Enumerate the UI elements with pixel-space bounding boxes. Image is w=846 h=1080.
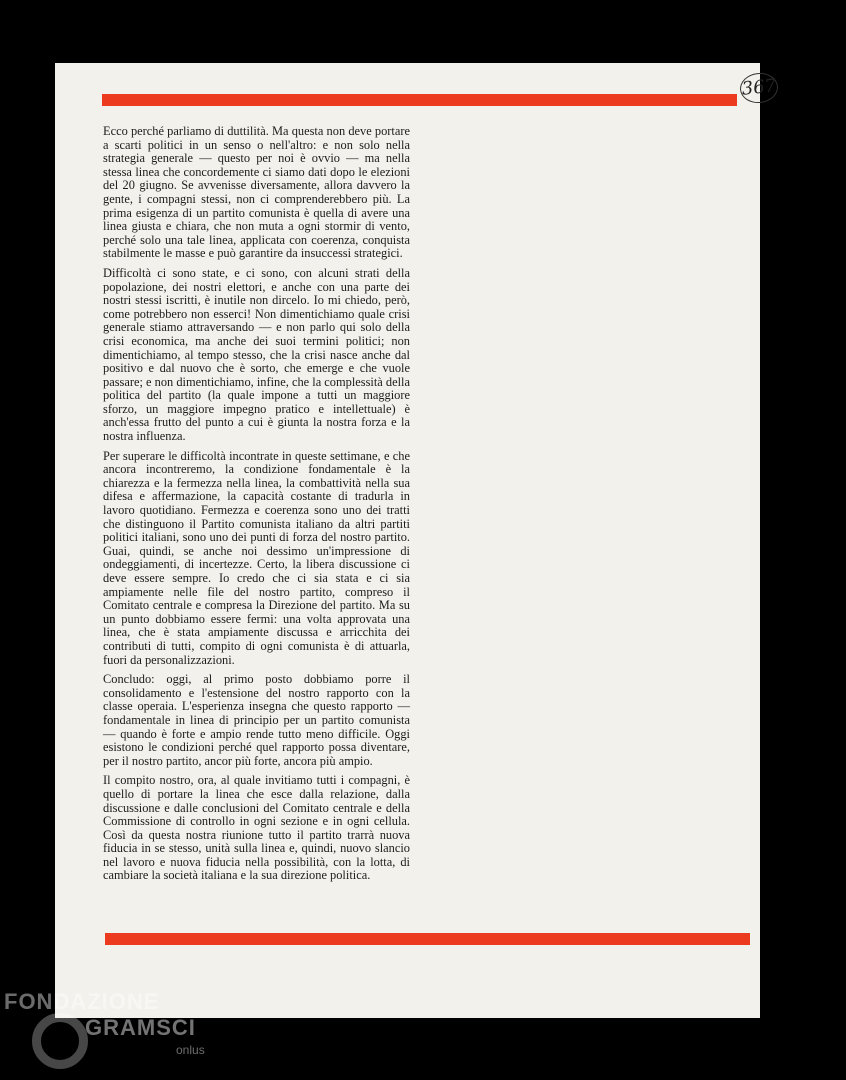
watermark-g-logo-icon: [32, 1013, 88, 1069]
watermark-gramsci: GRAMSCI: [85, 1015, 196, 1040]
paragraph-2: Difficoltà ci sono state, e ci sono, con alcuni strati della popolazione, dei nostri elettori, e anche con una parte dei nostri stessi iscritti, è inutile non dircelo. Io mi chiedo, però, come potrebbero non esserci! Non dimentichiamo quale crisi generale stiamo attraversando — e non parlo qui solo della crisi economica, ma anche dei suoi termini politici; non dimentichiamo, al tempo stesso, che la crisi nasce anche dal positivo e dal nuovo che è sorto, che emerge e che vuole passare; e non dimentichiamo, infine, che la complessità della politica del partito (la quale impone a tutti un maggiore sforzo, un maggiore impegno pratico e intellettuale) è anch'essa frutto del punto a cui è giunta la nostra forza e la nostra influenza.: [103, 265, 410, 444]
body-text: [103, 125, 410, 889]
watermark-fondazione: FONDAZIONE: [4, 989, 160, 1014]
paragraph-4: Concludo: oggi, al primo posto dobbiamo porre il consolidamento e l'estensione del nostro rapporto con la classe operaia. L'esperienza insegna che questo rapporto — fondamentale in linea di principio per un partito comunista — quando è forte e ampio rende tutto meno difficile. Oggi esistono le condizioni perché quel rapporto possa diventare, per il nostro partito, ancor più forte, ancora più ampio.: [103, 672, 410, 768]
bottom-red-bar: [105, 933, 750, 945]
watermark-onlus: onlus: [176, 1043, 205, 1057]
page-number: 367: [739, 71, 780, 105]
top-red-bar: [102, 94, 737, 106]
fondazione-gramsci-watermark: [0, 985, 260, 1080]
paragraph-3: Per superare le difficoltà incontrate in queste settimane, e che ancora incontreremo, la condizione fondamentale è la chiarezza e la fermezza nella linea, la combattività nella sua difesa e affermazione, la capacità costante di tradurla in lavoro quotidiano. Fermezza e coerenza sono uno dei tratti che distinguono il Partito comunista italiano da altri partiti politici italiani, sono uno dei punti di forza del nostro partito. Guai, quindi, se anche noi dessimo un'impressione di ondeggiamenti, di incertezze. Certo, la libera discussione ci deve essere sempre. Io credo che ci sia stata e ci sia ampiamente nelle file del nostro partito, compreso il Comitato centrale e compresa la Direzione del partito. Ma su un punto dobbiamo essere fermi: una volta approvata una linea, che è stata ampiamente discussa e arricchita dei contributi di tutti, compito di ogni comunista è di attuarla, fuori da personalizzazioni.: [103, 448, 410, 667]
document-page: [55, 63, 778, 1018]
paragraph-1: Ecco perché parliamo di duttilità. Ma questa non deve portare a scarti politici in un senso o nell'altro: e non solo nella strategia generale — questo per noi è ovvio — ma nella stessa linea che concordemente ci siamo dati dopo le elezioni del 20 giugno. Se avvenisse diversamente, allora davvero la gente, i compagni stessi, non ci comprenderebbero più. La prima esigenza di un partito comunista è quella di avere una linea giusta e chiara, che non muta a ogni stormir di vento, perché solo una tale linea, applicata con coerenza, conquista stabilmente le masse e può garantire da insuccessi strategici.: [103, 124, 410, 261]
paragraph-5: Il compito nostro, ora, al quale invitiamo tutti i compagni, è quello di portare la linea che esce dalla relazione, dalla discussione e dalle conclusioni del Comitato centrale e della Commissione di controllo in ogni sezione e in ogni cellula. Così da questa nostra riunione tutto il partito trarrà nuova fiducia in se stesso, unità sulla linea e, quindi, nuovo slancio nel lavoro e nuova fiducia nella possibilità, con la lotta, di cambiare la società italiana e la sua direzione politica.: [103, 773, 410, 883]
